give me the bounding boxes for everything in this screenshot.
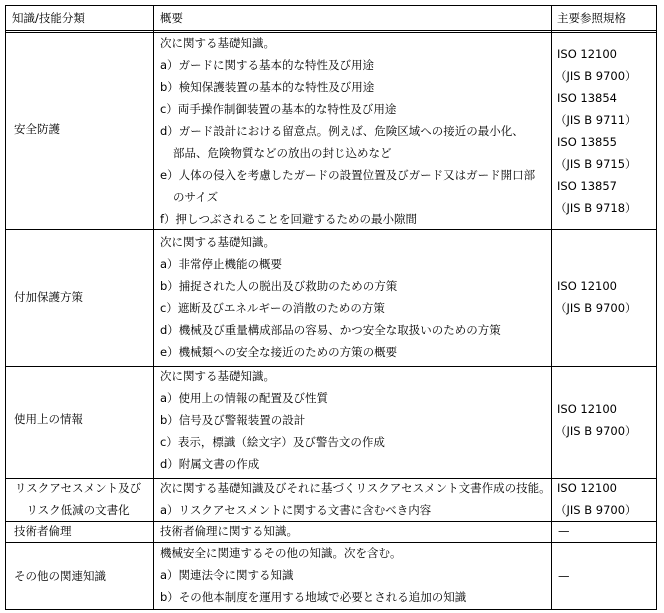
standard-ref: （JIS B 9700） (555, 503, 637, 517)
header-overview: 概要 (160, 11, 183, 25)
row-line: c）両手操作制御装置の基本的な特性及び用途 (160, 102, 397, 116)
row-line: d）機械及び重量構成部品の容易、かつ安全な取扱いのための方策 (160, 323, 501, 337)
row-line: 次に関する基礎知識。 (160, 235, 275, 249)
row-line: 機械安全に関連するその他の知識。次を含む。 (160, 546, 402, 560)
standard-ref: （JIS B 9700） (555, 301, 637, 315)
row-line: a）ガードに関する基本的な特性及び用途 (160, 58, 375, 72)
row-line: 次に関する基礎知識。 (160, 369, 275, 383)
row-category: 安全防護 (14, 122, 60, 136)
standard-ref: （JIS B 9718） (555, 201, 637, 215)
row-line: a）非常停止機能の概要 (160, 257, 283, 271)
row-line: a）リスクアセスメントに関する文書に含むべき内容 (160, 503, 432, 517)
row-line: c）表示，標識（絵文字）及び警告文の作成 (160, 435, 385, 449)
row-line: e）人体の侵入を考慮したガードの設置位置及びガード又はガード開口部 (160, 168, 536, 182)
row-category: リスクアセスメント及び (14, 481, 142, 495)
row-divider (6, 366, 656, 367)
standard-ref: （JIS B 9700） (555, 69, 637, 83)
row-line: c）遮断及びエネルギーの消散のための方策 (160, 301, 385, 315)
header-category: 知識/技能分類 (12, 11, 85, 25)
standard-ref: （JIS B 9715） (555, 157, 637, 171)
row-line: 次に関する基礎知識及びそれに基づくリスクアセスメント文書作成の技能。 (160, 481, 551, 495)
header-divider (6, 30, 656, 33)
standard-ref: ISO 12100 (557, 47, 617, 61)
row-line: d）附属文書の作成 (160, 457, 260, 471)
standard-ref: （JIS B 9711） (555, 113, 637, 127)
row-category: 技術者倫理 (14, 524, 72, 538)
standard-ref: ISO 12100 (557, 402, 617, 416)
column-divider (551, 6, 552, 609)
row-category: 付加保護方策 (14, 290, 83, 304)
standard-ref: ISO 13857 (557, 179, 617, 193)
row-category: リスク低減の文書化 (26, 503, 130, 517)
row-category: 使用上の情報 (14, 412, 83, 426)
header-standards: 主要参照規格 (557, 11, 626, 25)
standard-ref: ISO 13855 (557, 135, 617, 149)
standard-ref: （JIS B 9700） (555, 424, 637, 438)
row-line: a）関連法令に関する知識 (160, 568, 294, 582)
standard-ref: ISO 12100 (557, 481, 617, 495)
standard-ref: — (558, 569, 570, 583)
row-line: b）検知保護装置の基本的な特性及び用途 (160, 80, 375, 94)
row-line: 部品、危険物質などの放出の封じ込めなど (173, 146, 392, 160)
row-line: b）捕捉された人の脱出及び救助のための方策 (160, 279, 398, 293)
row-category: その他の関連知識 (14, 569, 106, 583)
knowledge-skill-table (5, 5, 657, 610)
row-line: のサイズ (173, 190, 219, 204)
standard-ref: ISO 12100 (557, 279, 617, 293)
row-line: b）その他本制度を運用する地域で必要とされる追加の知識 (160, 590, 467, 604)
row-line: 技術者倫理に関する知識。 (160, 524, 298, 538)
standard-ref: ISO 13854 (557, 91, 617, 105)
row-line: a）使用上の情報の配置及び性質 (160, 391, 329, 405)
standard-ref: — (558, 524, 570, 538)
row-line: d）ガード設計における留意点。例えば、危険区域への接近の最小化、 (160, 124, 524, 138)
row-line: e）機械類への安全な接近のための方策の概要 (160, 345, 398, 359)
row-line: b）信号及び警報装置の設計 (160, 413, 306, 427)
row-line: f）押しつぶされることを回避するための最小隙間 (160, 212, 418, 226)
row-line: 次に関する基礎知識。 (160, 36, 275, 50)
